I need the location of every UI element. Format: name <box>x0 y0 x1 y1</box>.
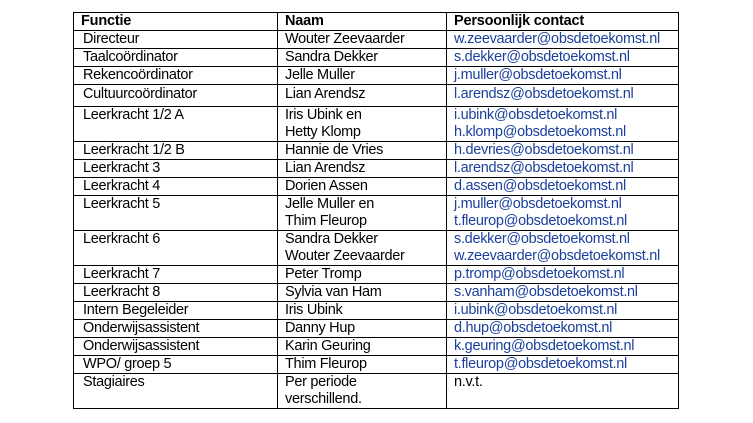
function-cell: Rekencoördinator <box>74 67 278 85</box>
contact-cell <box>447 85 679 107</box>
not-applicable-text: n.v.t. <box>454 374 483 390</box>
contact-cell <box>447 178 679 196</box>
email-link[interactable]: w.zeevaarder@obsdetoekomst.nl <box>454 31 660 47</box>
table-row <box>74 178 679 196</box>
name-cell <box>278 284 447 302</box>
table-row <box>74 196 679 231</box>
contact-cell <box>447 266 679 284</box>
staff-name: Thim Fleurop <box>285 213 367 229</box>
staff-name: Karin Geuring <box>285 338 371 354</box>
contact-cell <box>447 302 679 320</box>
function-cell: Leerkracht 1/2 A <box>74 107 278 142</box>
function-cell: Onderwijsassistent <box>74 338 278 356</box>
table-row <box>74 142 679 160</box>
function-cell: Leerkracht 1/2 B <box>74 142 278 160</box>
contact-cell <box>447 160 679 178</box>
contact-cell <box>447 320 679 338</box>
table-row <box>74 374 679 409</box>
contact-cell <box>447 142 679 160</box>
staff-name: Sylvia van Ham <box>285 284 382 300</box>
name-cell <box>278 338 447 356</box>
contact-cell <box>447 196 679 231</box>
table-header-row <box>74 13 679 31</box>
staff-name: verschillend. <box>285 391 362 407</box>
name-cell <box>278 231 447 266</box>
staff-name: Thim Fleurop <box>285 356 367 372</box>
function-cell: Leerkracht 3 <box>74 160 278 178</box>
contact-cell <box>447 356 679 374</box>
name-cell <box>278 374 447 409</box>
function-cell: Leerkracht 8 <box>74 284 278 302</box>
staff-name: Peter Tromp <box>285 266 362 282</box>
staff-name: Hannie de Vries <box>285 142 384 158</box>
contact-cell <box>447 338 679 356</box>
staff-contact-table <box>73 12 679 409</box>
staff-name: Wouter Zeevaarder <box>285 248 405 264</box>
staff-name: Iris Ubink <box>285 302 343 318</box>
staff-name: Iris Ubink en <box>285 107 362 123</box>
table-row <box>74 302 679 320</box>
staff-name: Jelle Muller <box>285 67 355 83</box>
email-link[interactable]: h.klomp@obsdetoekomst.nl <box>454 124 626 140</box>
table-row <box>74 284 679 302</box>
email-link[interactable]: p.tromp@obsdetoekomst.nl <box>454 266 625 282</box>
staff-name: Sandra Dekker <box>285 49 378 65</box>
staff-name: Sandra Dekker <box>285 231 378 247</box>
contact-cell <box>447 49 679 67</box>
staff-name: Lian Arendsz <box>285 86 366 102</box>
email-link[interactable]: d.assen@obsdetoekomst.nl <box>454 178 626 194</box>
email-link[interactable]: k.geuring@obsdetoekomst.nl <box>454 338 635 354</box>
table-row <box>74 31 679 49</box>
table-row <box>74 356 679 374</box>
name-cell <box>278 160 447 178</box>
function-cell: Taalcoördinator <box>74 49 278 67</box>
header-contact: Persoonlijk contact <box>447 13 679 31</box>
table-row <box>74 266 679 284</box>
staff-name: Wouter Zeevaarder <box>285 31 405 47</box>
name-cell <box>278 85 447 107</box>
email-link[interactable]: s.vanham@obsdetoekomst.nl <box>454 284 638 300</box>
contact-cell <box>447 31 679 49</box>
staff-name: Dorien Assen <box>285 178 368 194</box>
email-link[interactable]: t.fleurop@obsdetoekomst.nl <box>454 356 627 372</box>
staff-name: Jelle Muller en <box>285 196 374 212</box>
function-cell: Leerkracht 5 <box>74 196 278 231</box>
email-link[interactable]: i.ubink@obsdetoekomst.nl <box>454 302 618 318</box>
email-link[interactable]: h.devries@obsdetoekomst.nl <box>454 142 634 158</box>
name-cell <box>278 142 447 160</box>
table-row <box>74 49 679 67</box>
function-cell: Leerkracht 7 <box>74 266 278 284</box>
email-link[interactable]: j.muller@obsdetoekomst.nl <box>454 196 622 212</box>
table-row <box>74 160 679 178</box>
name-cell <box>278 356 447 374</box>
staff-name: Danny Hup <box>285 320 355 336</box>
email-link[interactable]: s.dekker@obsdetoekomst.nl <box>454 49 630 65</box>
table-row <box>74 320 679 338</box>
email-link[interactable]: i.ubink@obsdetoekomst.nl <box>454 107 618 123</box>
table-row <box>74 231 679 266</box>
name-cell <box>278 266 447 284</box>
email-link[interactable]: l.arendsz@obsdetoekomst.nl <box>454 160 634 176</box>
function-cell: Onderwijsassistent <box>74 320 278 338</box>
function-cell: Leerkracht 6 <box>74 231 278 266</box>
name-cell <box>278 67 447 85</box>
table-row <box>74 67 679 85</box>
function-cell: Stagiaires <box>74 374 278 409</box>
email-link[interactable]: s.dekker@obsdetoekomst.nl <box>454 231 630 247</box>
email-link[interactable]: l.arendsz@obsdetoekomst.nl <box>454 86 634 102</box>
function-cell: WPO/ groep 5 <box>74 356 278 374</box>
name-cell <box>278 320 447 338</box>
header-name: Naam <box>278 13 447 31</box>
staff-name: Hetty Klomp <box>285 124 361 140</box>
function-cell: Cultuurcoördinator <box>74 85 278 107</box>
name-cell <box>278 49 447 67</box>
contact-cell <box>447 67 679 85</box>
name-cell <box>278 196 447 231</box>
contact-cell <box>447 107 679 142</box>
contact-cell <box>447 231 679 266</box>
function-cell: Directeur <box>74 31 278 49</box>
contact-cell <box>447 374 679 409</box>
staff-name: Per periode <box>285 374 357 390</box>
function-cell: Leerkracht 4 <box>74 178 278 196</box>
email-link[interactable]: t.fleurop@obsdetoekomst.nl <box>454 213 627 229</box>
name-cell <box>278 107 447 142</box>
email-link[interactable]: d.hup@obsdetoekomst.nl <box>454 320 613 336</box>
table-row <box>74 338 679 356</box>
header-function: Functie <box>74 13 278 31</box>
staff-name: Lian Arendsz <box>285 160 366 176</box>
function-cell: Intern Begeleider <box>74 302 278 320</box>
table-row <box>74 107 679 142</box>
name-cell <box>278 302 447 320</box>
email-link[interactable]: j.muller@obsdetoekomst.nl <box>454 67 622 83</box>
email-link[interactable]: w.zeevaarder@obsdetoekomst.nl <box>454 248 660 264</box>
table-row <box>74 85 679 107</box>
contact-cell <box>447 284 679 302</box>
name-cell <box>278 31 447 49</box>
name-cell <box>278 178 447 196</box>
